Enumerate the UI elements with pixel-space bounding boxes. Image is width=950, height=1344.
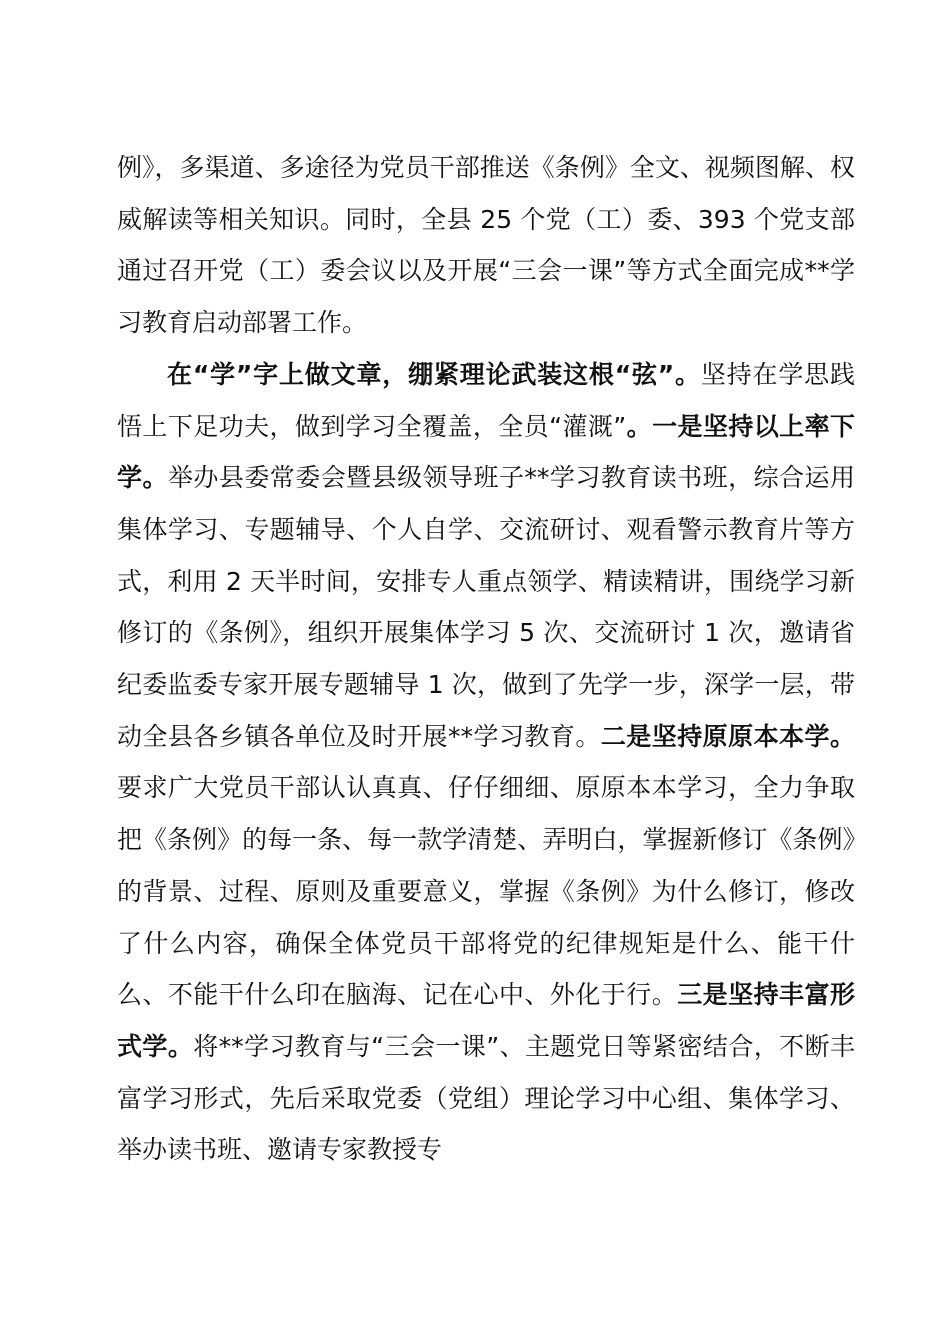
paragraph-study	[117, 349, 855, 1176]
point-heading-2: 二是坚持原原本本学。	[600, 721, 855, 751]
paragraph-text: 要求广大党员干部认认真真、仔仔细细、原原本本学习，全力争取把《条例》的每一条、每一款学清楚、弄明白，掌握新修订《条例》的背景、过程、原则及重要意义，掌握《条例》为什么修订，修改了什么内容，确保全体党员干部将党的纪律规矩是什么、能干什么、不能干什么印在脑海、记在心中、外化于行。	[117, 773, 855, 1010]
paragraph-text: 举办县委常委会暨县级领导班子**学习教育读书班，综合运用集体学习、专题辅导、个人自学、交流研讨、观看警示教育片等方式，利用 2 天半时间，安排专人重点领学、精读精讲，围绕学习新修订的《条例》，组织开展集体学习 5 次、交流研讨 1 次，邀请省纪委监委专家开展专题辅导 1 次，做到了先学一步，深学一层，带动全县各乡镇各单位及时开展**学习教育。	[117, 463, 855, 751]
paragraph-text: 例》，多渠道、多途径为党员干部推送《条例》全文、视频图解、权威解读等相关知识。同时，全县 25 个党（工）委、393 个党支部通过召开党（工）委会议以及开展“三会一课”等方式全面完成**学习教育启动部署工作。	[117, 153, 855, 338]
paragraph-text: 坚持在学思践悟上下足功夫，做到学习全覆盖，全员“灌溉”	[117, 359, 855, 441]
point-heading-3: 三是坚持丰富形式学。	[117, 980, 855, 1061]
section-heading: 在“学”字上做文章，绷紧理论武装这根“弦”。	[167, 359, 701, 389]
document-body	[117, 142, 855, 1176]
paragraph-text: 将**学习教育与“三会一课”、主题党日等紧密结合，不断丰富学习形式，先后采取党委（党组）理论学习中心组、集体学习、举办读书班、邀请专家教授专	[117, 1031, 855, 1165]
paragraph-continued	[117, 142, 855, 349]
point-heading-1: 。一是坚持以上率下学。	[117, 411, 855, 493]
